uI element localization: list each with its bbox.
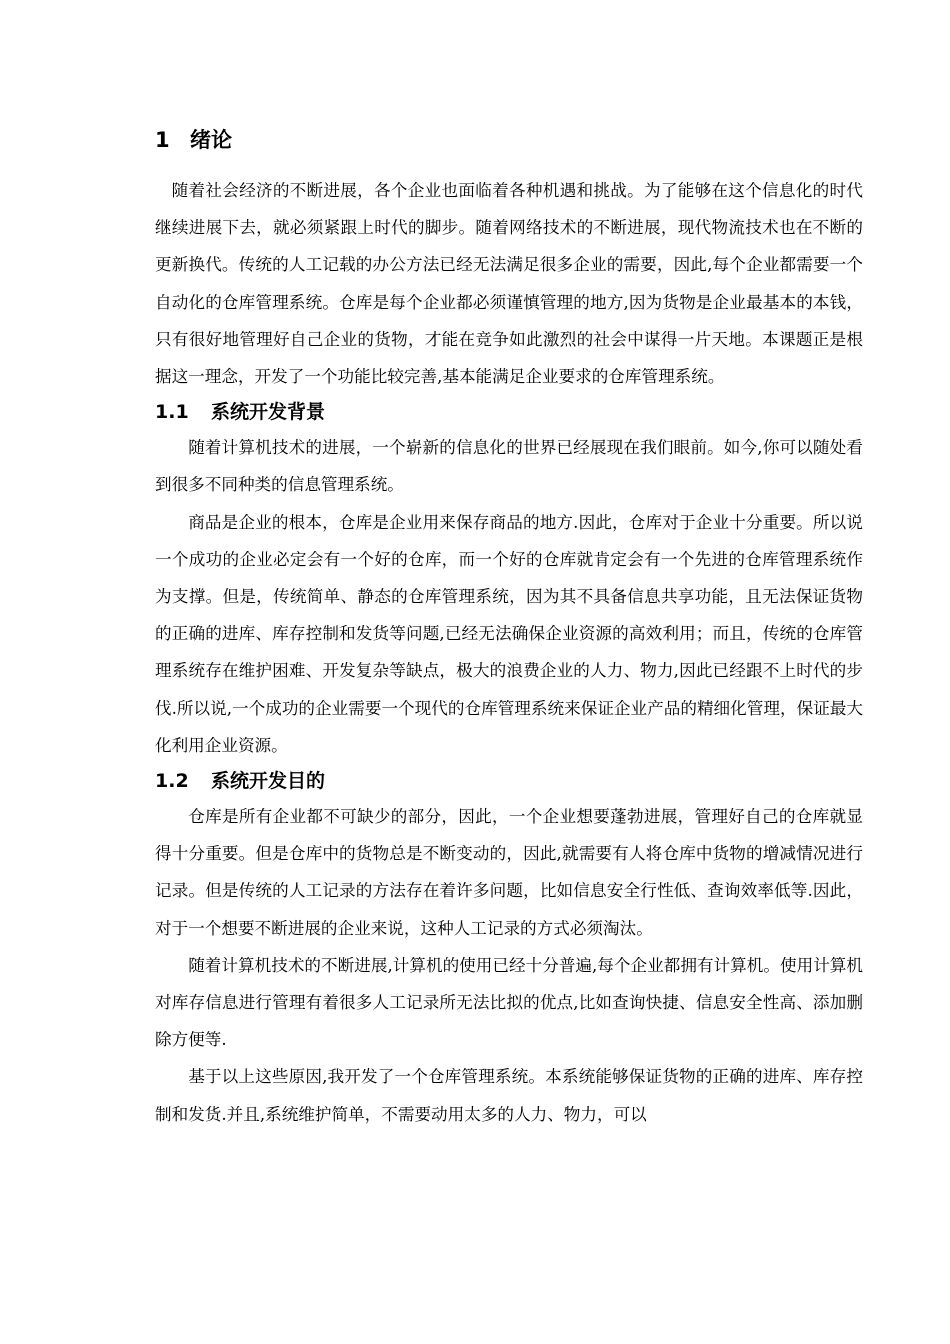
chapter-title: 绪论 <box>190 128 232 152</box>
paragraph: 随着计算机技术的不断进展,计算机的使用已经十分普遍,每个企业都拥有计算机。使用计算机对库存信息进行管理有着很多人工记录所无法比拟的优点,比如查询快捷、信息安全性高、添加删除方便等. <box>155 955 863 1050</box>
paragraph: 仓库是所有企业都不可缺少的部分，因此，一个企业想要蓬勃进展，管理好自己的仓库就显得十分重要。但是仓库中的货物总是不断变动的，因此,就需要有人将仓库中货物的增减情况进行记录。但是传统的人工记录的方法存在着许多问题，比如信息安全行性低、查询效率低等.因此，对于一个想要不断进展的企业来说，这种人工记录的方式必须淘汰。 <box>155 807 863 938</box>
paragraph: 商品是企业的根本，仓库是企业用来保存商品的地方.因此，仓库对于企业十分重要。所以说一个成功的企业必定会有一个好的仓库，而一个好的仓库就肯定会有一个先进的仓库管理系统作为支撑。但是，传统简单、静态的仓库管理系统，因为其不具备信息共享功能，且无法保证货物的正确的进库、库存控制和发货等问题,已经无法确保企业资源的高效利用；而且，传统的仓库管理系统存在维护困难、开发复杂等缺点，极大的浪费企业的人力、物力,因此已经跟不上时代的步伐.所以说,一个成功的企业需要一个现代的仓库管理系统来保证企业产品的精细化管理，保证最大化利用企业资源。 <box>155 512 863 755</box>
paragraph: 随着计算机技术的进展，一个崭新的信息化的世界已经展现在我们眼前。如今,你可以随处看到很多不同种类的信息管理系统。 <box>155 438 863 495</box>
page-content <box>155 122 863 1133</box>
section-title: 系统开发背景 <box>211 401 326 424</box>
paragraph: 基于以上这些原因,我开发了一个仓库管理系统。本系统能够保证货物的正确的进库、库存控制和发货.并且,系统维护简单，不需要动用太多的人力、物力，可以 <box>155 1067 863 1124</box>
chapter-number: 1 <box>155 128 170 152</box>
section-number: 1.2 <box>155 770 189 793</box>
intro-paragraph: 随着社会经济的不断进展，各个企业也面临着各种机遇和挑战。为了能够在这个信息化的时代继续进展下去，就必须紧跟上时代的脚步。随着网络技术的不断进展，现代物流技术也在不断的更新换代。传统的人工记载的办公方法已经无法满足很多企业的需要，因此,每个企业都需要一个自动化的仓库管理系统。仓库是每个企业都必须谨慎管理的地方,因为货物是企业最基本的本钱，只有很好地管理好自己企业的货物，才能在竞争如此激烈的社会中谋得一片天地。本课题正是根据这一理念，开发了一个功能比较完善,基本能满足企业要求的仓库管理系统。 <box>155 181 863 387</box>
section-title: 系统开发目的 <box>211 770 326 793</box>
section-number: 1.1 <box>155 401 189 424</box>
section-heading-1-1 <box>155 395 863 429</box>
section-heading-1-2 <box>155 764 863 798</box>
chapter-heading <box>155 122 863 158</box>
